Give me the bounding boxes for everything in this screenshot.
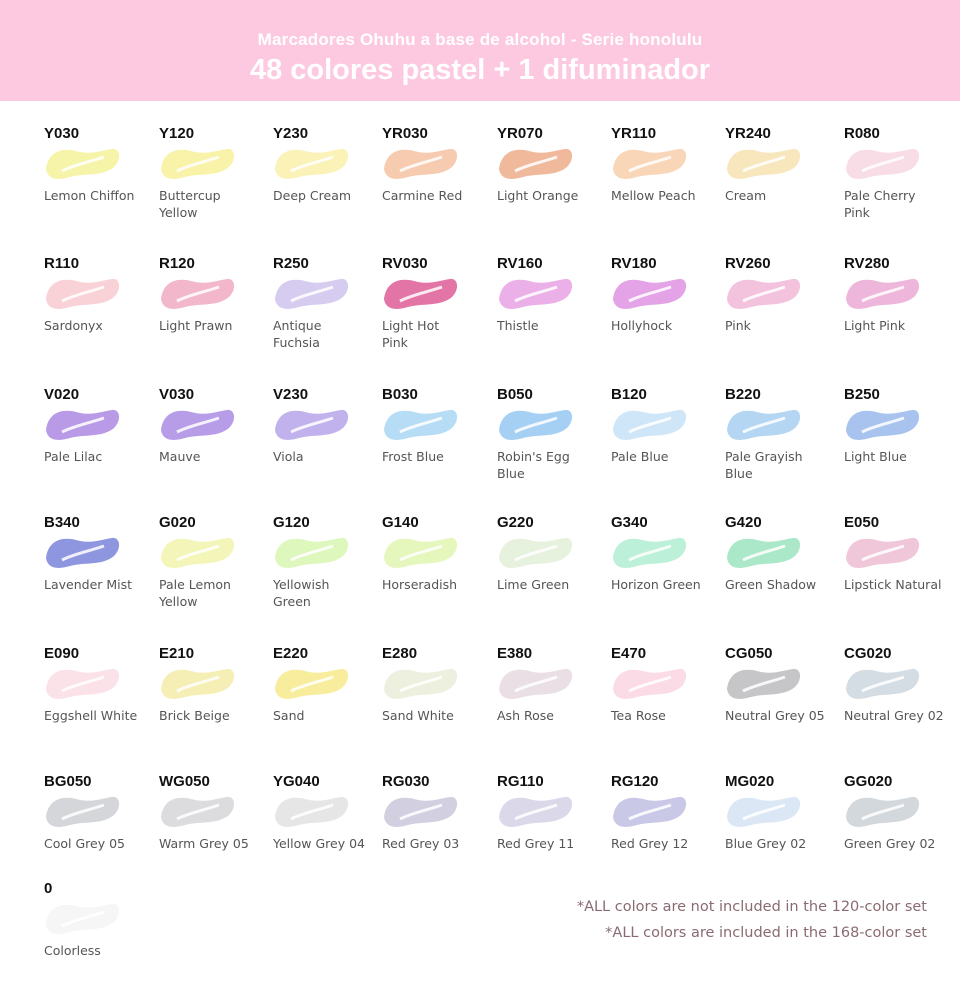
swatch-name: Mauve [159,449,201,464]
swatch-name: Buttercup Yellow [159,188,221,220]
swatch-code: G220 [497,514,534,531]
note-168-set: *ALL colors are included in the 168-color set [605,925,927,941]
swatch-stroke-icon [493,659,573,703]
swatch-code: YR110 [611,125,657,142]
swatch-stroke-icon [155,659,235,703]
swatch-name: Eggshell White [44,708,138,723]
color-swatch [40,386,150,496]
color-swatch [721,645,831,755]
swatch-code: RV180 [611,255,657,272]
swatch-code: R120 [159,255,195,272]
swatch-name: Colorless [44,943,101,958]
swatch-stroke-icon [155,787,235,831]
color-swatch [40,514,150,624]
swatch-code: YR030 [382,125,428,142]
swatch-name: Neutral Grey 02 [844,708,944,723]
swatch-stroke-icon [721,528,801,572]
swatch-code: E380 [497,645,533,662]
swatch-name: Red Grey 03 [382,836,460,851]
swatch-code: G420 [725,514,762,531]
swatch-name: Sardonyx [44,318,103,333]
swatch-name: Lime Green [497,577,570,592]
swatch-name: Lipstick Natural [844,577,942,592]
swatch-name: Viola [273,449,304,464]
swatch-stroke-icon [607,400,687,444]
swatch-name: Pink [725,318,751,333]
color-swatch [721,773,831,883]
swatch-stroke-icon [269,659,349,703]
swatch-code: G340 [611,514,648,531]
swatch-stroke-icon [269,400,349,444]
swatch-name: Yellowish Green [273,577,330,609]
swatch-stroke-icon [493,139,573,183]
color-swatch [840,645,950,755]
color-swatch [155,773,265,883]
swatch-stroke-icon [40,400,120,444]
swatch-name: Light Blue [844,449,907,464]
color-swatch [607,773,717,883]
swatch-stroke-icon [269,269,349,313]
swatch-code: RG030 [382,773,430,790]
swatch-code: Y120 [159,125,195,142]
swatch-stroke-icon [607,659,687,703]
color-swatch [607,125,717,235]
swatch-stroke-icon [40,269,120,313]
swatch-code: YR070 [497,125,543,142]
header-subtitle: Marcadores Ohuhu a base de alcohol - Serie honolulu [257,30,703,49]
swatch-name: Lavender Mist [44,577,133,592]
color-swatch [40,880,150,990]
swatch-code: YG040 [273,773,320,790]
swatch-code: G020 [159,514,196,531]
swatch-stroke-icon [721,269,801,313]
swatch-stroke-icon [269,787,349,831]
swatch-code: R110 [44,255,80,272]
color-swatch [840,386,950,496]
color-swatch [607,386,717,496]
swatch-name: Carmine Red [382,188,463,203]
swatch-name: Cream [725,188,767,203]
color-swatch [155,125,265,235]
swatch-name: Ash Rose [497,708,554,723]
swatch-stroke-icon [155,269,235,313]
swatch-name: Hollyhock [611,318,673,333]
swatch-stroke-icon [40,787,120,831]
header-banner [0,0,960,101]
swatch-stroke-icon [378,787,458,831]
color-swatch [493,514,603,624]
swatch-code: E090 [44,645,80,662]
swatch-name: Sand [273,708,305,723]
swatch-code: R250 [273,255,309,272]
swatch-code: YR240 [725,125,771,142]
swatch-stroke-icon [840,659,920,703]
swatch-stroke-icon [155,528,235,572]
swatch-code: E280 [382,645,418,662]
swatch-code: Y230 [273,125,309,142]
swatch-code: B340 [44,514,80,531]
swatch-name: Light Pink [844,318,906,333]
color-swatch [40,645,150,755]
swatch-code: G140 [382,514,419,531]
swatch-code: V030 [159,386,195,403]
swatch-stroke-icon [493,269,573,313]
swatch-code: RG120 [611,773,659,790]
swatch-stroke-icon [840,787,920,831]
swatch-code: B050 [497,386,533,403]
color-swatch [721,514,831,624]
color-swatch [493,125,603,235]
color-swatch [840,125,950,235]
swatch-code: GG020 [844,773,893,790]
swatch-stroke-icon [607,528,687,572]
swatch-stroke-icon [40,659,120,703]
swatch-name: Thistle [497,318,539,333]
color-swatch [840,255,950,365]
swatch-name: Brick Beige [159,708,230,723]
swatch-stroke-icon [607,139,687,183]
swatch-name: Light Prawn [159,318,233,333]
swatch-name: Mellow Peach [611,188,696,203]
swatch-code: E050 [844,514,880,531]
swatch-name: Neutral Grey 05 [725,708,825,723]
swatch-stroke-icon [378,528,458,572]
color-swatch [40,125,150,235]
swatch-stroke-icon [607,269,687,313]
swatch-stroke-icon [40,528,120,572]
color-swatch [269,645,379,755]
swatch-code: 0 [44,880,53,897]
color-swatch [269,255,379,365]
swatch-code: E470 [611,645,647,662]
color-swatch [607,255,717,365]
swatch-stroke-icon [493,400,573,444]
color-swatch [721,125,831,235]
swatch-stroke-icon [721,139,801,183]
swatch-name: Tea Rose [611,708,666,723]
swatch-code: Y030 [44,125,80,142]
color-swatch [269,773,379,883]
swatch-code: RV160 [497,255,543,272]
color-swatch [155,514,265,624]
swatch-name: Pale Cherry Pink [844,188,916,220]
color-swatch [378,645,488,755]
swatch-stroke-icon [378,269,458,313]
color-swatch [155,255,265,365]
color-swatch [378,255,488,365]
swatch-name: Horizon Green [611,577,701,592]
swatch-name: Sand White [382,708,454,723]
swatch-stroke-icon [493,528,573,572]
color-swatch [607,645,717,755]
swatch-name: Yellow Grey 04 [273,836,365,851]
swatch-code: B120 [611,386,647,403]
color-swatch [840,514,950,624]
swatch-code: B030 [382,386,418,403]
swatch-name: Lemon Chiffon [44,188,135,203]
color-swatch [40,255,150,365]
color-swatch [269,514,379,624]
swatch-name: Deep Cream [273,188,352,203]
swatch-name: Robin's Egg Blue [497,449,570,481]
color-swatch [378,125,488,235]
swatch-stroke-icon [840,400,920,444]
swatch-stroke-icon [493,787,573,831]
swatch-name: Pale Blue [611,449,669,464]
color-swatch [40,773,150,883]
swatch-code: RV280 [844,255,890,272]
swatch-stroke-icon [378,400,458,444]
color-swatch [493,773,603,883]
swatch-name: Pale Grayish Blue [725,449,803,481]
swatch-stroke-icon [378,659,458,703]
swatch-name: Frost Blue [382,449,444,464]
swatch-stroke-icon [40,894,120,938]
swatch-code: CG020 [844,645,892,662]
swatch-name: Red Grey 11 [497,836,575,851]
swatch-stroke-icon [40,139,120,183]
note-120-set: *ALL colors are not included in the 120-color set [576,899,927,915]
swatch-name: Light Orange [497,188,579,203]
swatch-code: E210 [159,645,195,662]
color-swatch [493,386,603,496]
swatch-code: B250 [844,386,880,403]
swatch-name: Pale Lemon Yellow [159,577,231,609]
swatch-code: G120 [273,514,310,531]
swatch-stroke-icon [378,139,458,183]
swatch-stroke-icon [840,269,920,313]
color-swatch [493,645,603,755]
swatch-stroke-icon [721,787,801,831]
color-swatch [269,386,379,496]
header-title: 48 colores pastel + 1 difuminador [249,54,711,86]
swatch-name: Green Shadow [725,577,817,592]
swatch-name: Blue Grey 02 [725,836,807,851]
swatch-code: V230 [273,386,309,403]
swatch-stroke-icon [269,139,349,183]
color-swatch [840,773,950,883]
color-swatch [721,255,831,365]
swatch-name: Horseradish [382,577,458,592]
swatch-code: E220 [273,645,309,662]
swatch-stroke-icon [840,139,920,183]
swatch-stroke-icon [155,400,235,444]
swatch-code: BG050 [44,773,92,790]
swatch-name: Cool Grey 05 [44,836,125,851]
swatch-stroke-icon [155,139,235,183]
swatch-code: MG020 [725,773,775,790]
color-swatch [378,386,488,496]
swatch-code: RV030 [382,255,428,272]
swatch-name: Light Hot Pink [382,318,440,350]
swatch-name: Red Grey 12 [611,836,689,851]
swatch-stroke-icon [269,528,349,572]
swatch-code: CG050 [725,645,773,662]
color-swatch [155,645,265,755]
swatch-name: Warm Grey 05 [159,836,249,851]
swatch-stroke-icon [840,528,920,572]
swatch-stroke-icon [721,400,801,444]
swatch-code: RG110 [497,773,544,790]
swatch-stroke-icon [721,659,801,703]
color-swatch [155,386,265,496]
swatch-code: WG050 [159,773,210,790]
swatch-name: Pale Lilac [44,449,103,464]
swatch-code: RV260 [725,255,771,272]
swatch-code: V020 [44,386,80,403]
color-swatch [721,386,831,496]
swatch-stroke-icon [607,787,687,831]
color-swatch [607,514,717,624]
color-swatch [269,125,379,235]
swatch-code: R080 [844,125,880,142]
swatch-name: Antique Fuchsia [273,318,322,350]
swatch-code: B220 [725,386,761,403]
color-swatch [493,255,603,365]
color-swatch [378,514,488,624]
swatch-name: Green Grey 02 [844,836,936,851]
color-swatch [378,773,488,883]
